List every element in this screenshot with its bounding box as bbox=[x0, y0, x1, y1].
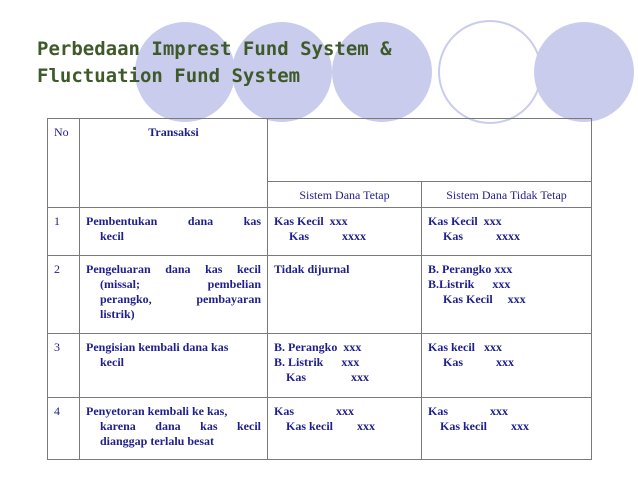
cell-line: Kas xxx bbox=[428, 404, 509, 418]
cell-tidak-tetap bbox=[422, 334, 592, 398]
cell-line: Kas kecil xxx bbox=[274, 419, 375, 433]
header-row-top bbox=[48, 119, 592, 182]
title-line-1: Perbedaan Imprest Fund System & bbox=[37, 38, 392, 60]
cell-no: 4 bbox=[48, 398, 80, 460]
table-row bbox=[48, 208, 592, 256]
comparison-table bbox=[47, 118, 592, 460]
cell-line: Tidak dijurnal bbox=[274, 262, 350, 276]
cell-line: Kas xxx bbox=[274, 370, 370, 384]
header-sistem-tidak-tetap: Sistem Dana Tidak Tetap bbox=[422, 182, 592, 208]
cell-line: perangko, pembayaran bbox=[100, 292, 261, 306]
cell-no: 3 bbox=[48, 334, 80, 398]
header-no: No bbox=[48, 119, 80, 208]
cell-line: Kas xxx bbox=[428, 355, 515, 369]
cell-line: Pengisian kembali dana kas bbox=[86, 340, 229, 354]
cell-line: Kas xxx bbox=[274, 404, 355, 418]
cell-tetap bbox=[268, 256, 422, 334]
cell-tidak-tetap bbox=[422, 208, 592, 256]
title-line-2: Fluctuation Fund System bbox=[37, 65, 301, 87]
cell-line: B.Listrik xxx bbox=[428, 277, 511, 291]
cell-line: dianggap terlalu besat bbox=[100, 434, 215, 448]
cell-transaksi bbox=[80, 256, 268, 334]
table-row bbox=[48, 334, 592, 398]
cell-line: (missal; pembelian bbox=[100, 277, 261, 291]
table-row bbox=[48, 256, 592, 334]
table-row bbox=[48, 398, 592, 460]
cell-line: B. Listrik xxx bbox=[274, 355, 360, 369]
cell-line: kecil bbox=[100, 355, 124, 369]
cell-line: Kas Kecil xxx bbox=[428, 292, 526, 306]
cell-line: Pembentukan dana kas bbox=[86, 214, 261, 228]
cell-line: Kas xxxx bbox=[274, 229, 367, 243]
cell-line: B. Perangko xxx bbox=[428, 262, 513, 276]
cell-no: 1 bbox=[48, 208, 80, 256]
header-sistem-group bbox=[268, 119, 592, 182]
cell-line: Kas Kecil xxx bbox=[428, 214, 502, 228]
cell-line: Penyetoran kembali ke kas, bbox=[86, 404, 228, 418]
header-sistem-tetap: Sistem Dana Tetap bbox=[268, 182, 422, 208]
cell-tidak-tetap bbox=[422, 398, 592, 460]
cell-tetap bbox=[268, 398, 422, 460]
cell-line: Pengeluaran dana kas kecil bbox=[86, 262, 261, 276]
cell-line: Kas kecil xxx bbox=[428, 340, 502, 354]
header-transaksi: Transaksi bbox=[80, 119, 268, 208]
cell-no: 2 bbox=[48, 256, 80, 334]
slide-title bbox=[37, 36, 477, 90]
decor-circle-4 bbox=[534, 22, 634, 122]
cell-transaksi bbox=[80, 398, 268, 460]
cell-line: Kas xxxx bbox=[428, 229, 521, 243]
cell-transaksi bbox=[80, 208, 268, 256]
cell-tetap bbox=[268, 334, 422, 398]
cell-line: Kas kecil xxx bbox=[428, 419, 529, 433]
cell-tetap bbox=[268, 208, 422, 256]
cell-line: karena dana kas kecil bbox=[100, 419, 261, 433]
cell-transaksi bbox=[80, 334, 268, 398]
cell-tidak-tetap bbox=[422, 256, 592, 334]
cell-line: kecil bbox=[100, 229, 124, 243]
cell-line: Kas Kecil xxx bbox=[274, 214, 348, 228]
cell-line: listrik) bbox=[100, 307, 135, 321]
cell-line: B. Perangko xxx bbox=[274, 340, 362, 354]
